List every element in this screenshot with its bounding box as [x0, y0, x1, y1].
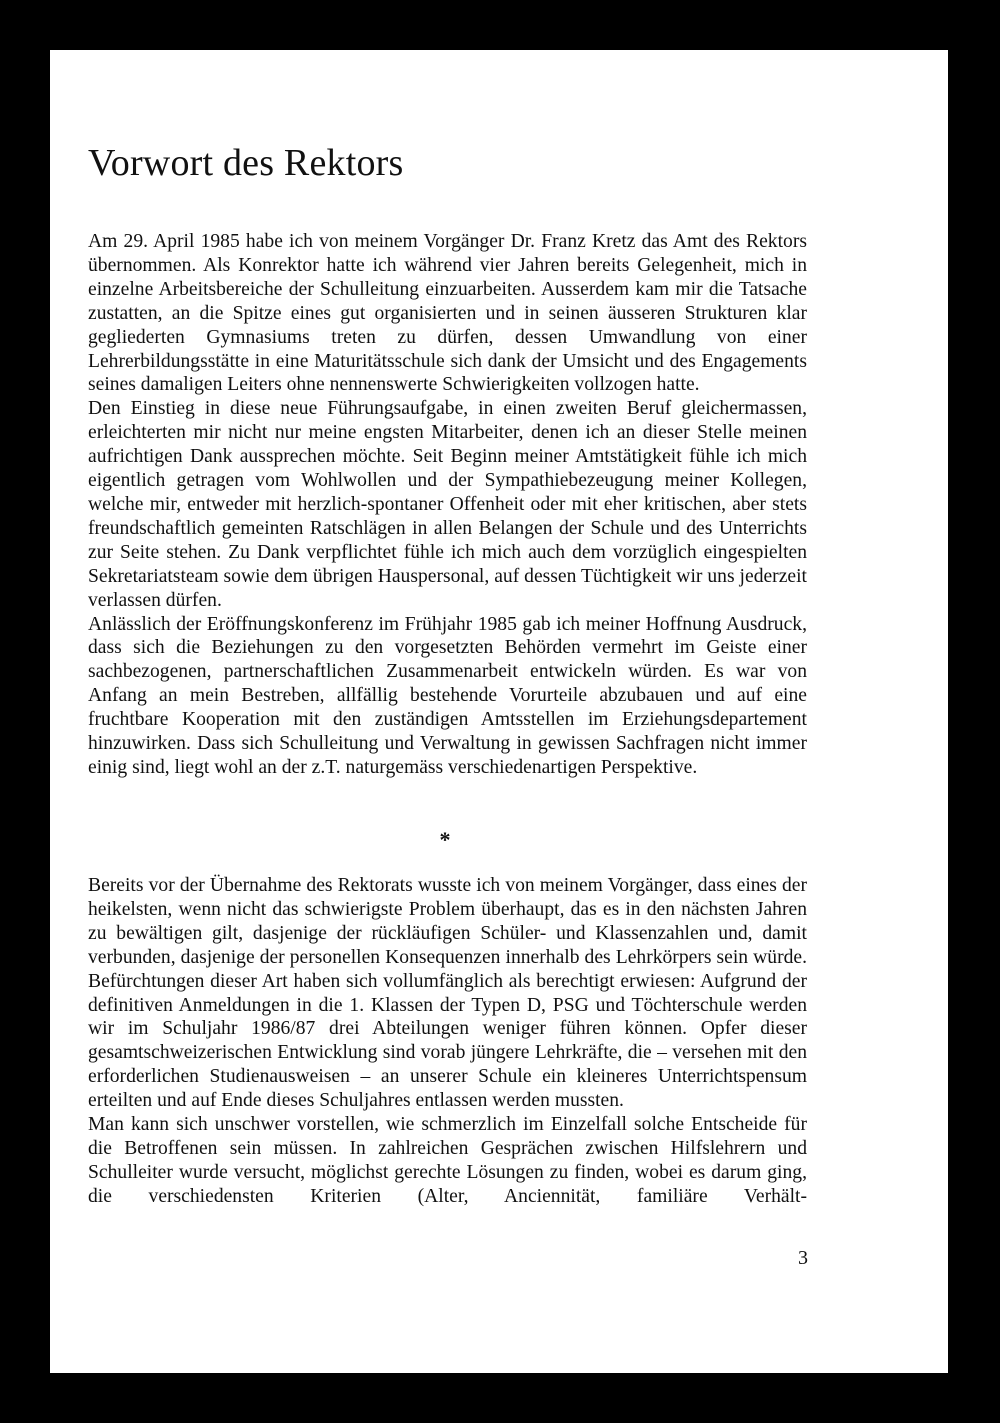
asterisk-separator: *: [439, 827, 451, 852]
paragraph: Bereits vor der Übernahme des Rektorats wusste ich von meinem Vorgänger, dass eines der heikelsten, wenn nicht das schwierigste Problem überhaupt, das es in den nächsten Jahren zu bewältigen gilt, dasjenige der rückläufigen Schüler- und Klassenzahlen und, damit verbunden, dasjenige der personellen Konsequenzen innerhalb des Lehrkörpers sein würde. Befürchtungen dieser Art haben sich vollumfänglich als berechtigt erwiesen: Aufgrund der definitiven Anmeldungen in die 1. Klassen der Typen D, PSG und Töchterschule werden wir im Schuljahr 1986/87 drei Abteilungen weniger führen können. Opfer dieser gesamtschweizerischen Entwicklung sind vorab jüngere Lehrkräfte, die – versehen mit den erforderlichen Studienausweisen – an unserer Schule ein kleineres Unterrichtspensum erteilten und auf Ende dieses Schuljahres entlassen werden mussten.: [88, 875, 807, 1112]
paragraph: Anlässlich der Eröffnungskonferenz im Frühjahr 1985 gab ich meiner Hoffnung Ausdruck, dass sich die Beziehungen zu den vorgesetzten Behörden vermehrt im Geiste einer sachbezogenen, partnerschaftlichen Zusammenarbeit entwickeln würden. Es war von Anfang an mein Bestreben, allfällig bestehende Vorurteile abzubauen und auf eine fruchtbare Kooperation mit den zuständigen Amtsstellen im Erziehungsdepartement hinzuwirken. Dass sich Schulleitung und Verwaltung in gewissen Sachfragen nicht immer einig sind, liegt wohl an der z.T. naturgemäss verschiedenartigen Perspektive.: [88, 613, 807, 778]
page-number: 3: [798, 1247, 808, 1269]
section-2: [88, 874, 807, 1209]
paragraph: Am 29. April 1985 habe ich von meinem Vorgänger Dr. Franz Kretz das Amt des Rektors übernommen. Als Konrektor hatte ich während vier Jahren bereits Gelegenheit, mich in einzelne Arbeitsbereiche der Schulleitung einzuarbeiten. Ausserdem kam mir die Tatsache zustatten, an die Spitze eines gut organisierten und in seinen äusseren Strukturen klar gegliederten Gymnasiums treten zu dürfen, dessen Umwandlung von einer Lehrerbildungsstätte in eine Maturitätsschule sich dank der Umsicht und des Engagements seines damaligen Leiters ohne nennenswerte Schwierigkeiten vollzogen hatte.: [88, 231, 807, 396]
page-title: Vorwort des Rektors: [88, 142, 404, 184]
section-1: [88, 230, 807, 780]
paragraph: Den Einstieg in diese neue Führungsaufgabe, in einen zweiten Beruf gleichermassen, erleichterten mir nicht nur meine engsten Mitarbeiter, denen ich an dieser Stelle meinen aufrichtigen Dank aussprechen möchte. Seit Beginn meiner Amtstätigkeit fühle ich mich eigentlich getragen vom Wohlwollen und der Sympathiebezeugung meiner Kollegen, welche mir, entweder mit herzlich-spontaner Offenheit oder mit eher kritischen, aber stets freundschaftlich gemeinten Ratschlägen in allen Belangen der Schule und des Unterrichts zur Seite stehen. Zu Dank verpflichtet fühle ich mich auch dem vorzüglich eingespielten Sekretariatsteam sowie dem übrigen Hauspersonal, auf dessen Tüchtigkeit wir uns jederzeit verlassen dürfen.: [88, 398, 807, 611]
paragraph: Man kann sich unschwer vorstellen, wie schmerzlich im Einzelfall solche Entscheide für die Betroffenen sein müssen. In zahlreichen Gesprächen zwischen Hilfslehrern und Schulleiter wurde versucht, möglichst gerechte Lösungen zu finden, wobei es darum ging, die verschiedensten Kriterien (Alter, Anciennität, familiäre Verhält-: [88, 1114, 807, 1207]
document-page: [50, 50, 948, 1373]
